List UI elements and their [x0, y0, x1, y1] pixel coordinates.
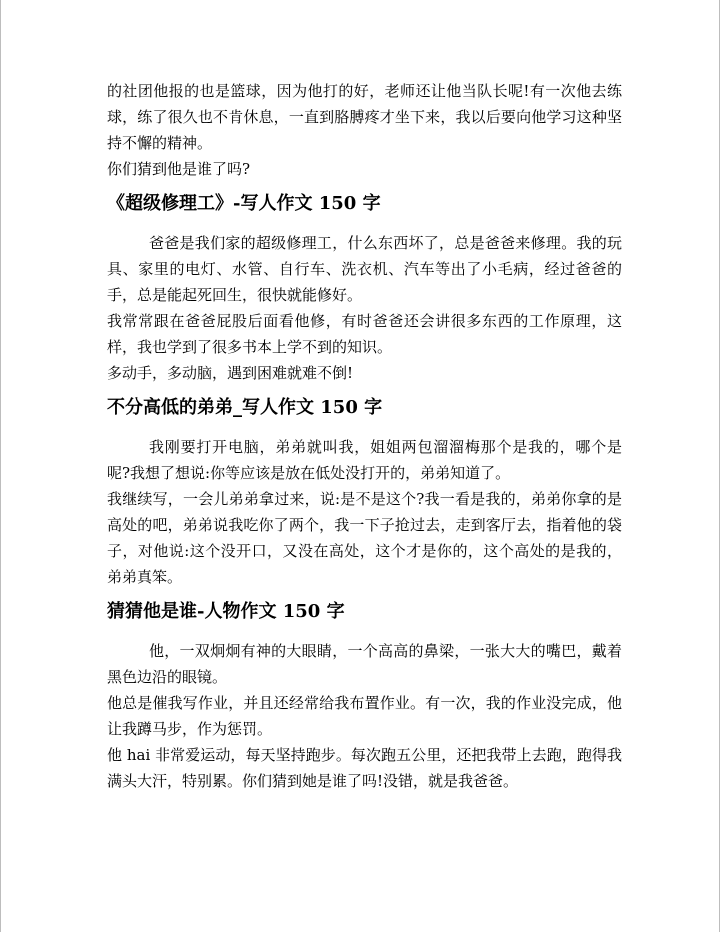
- section-3-paragraph-2: 他总是催我写作业，并且还经常给我布置作业。有一次，我的作业没完成，他让我蹲马步，作为惩罚。: [107, 694, 622, 738]
- section-1-paragraph-2: 我常常跟在爸爸屁股后面看他修，有时爸爸还会讲很多东西的工作原理，这样，我也学到了很多书本上学不到的知识。: [107, 312, 622, 356]
- section-1-paragraph-3: 多动手，多动脑，遇到困难就难不倒!: [107, 364, 354, 382]
- section-1-paragraph-1: 爸爸是我们家的超级修理工，什么东西坏了，总是爸爸来修理。我的玩具、家里的电灯、水管、自行车、洗衣机、汽车等出了小毛病，经过爸爸的手，总是能起死回生，很快就能修好。: [107, 234, 622, 304]
- section-2-paragraph-2: 我继续写，一会儿弟弟拿过来，说:是不是这个?我一看是我的，弟弟你拿的是高处的吧，弟弟说我吃你了两个，我一下子抢过去，走到客厅去，指着他的袋子，对他说:这个没开口，又没在高处，这个才是你的，这个高处的是我的，弟弟真笨。: [107, 490, 622, 586]
- intro-paragraph-1: 的社团他报的也是篮球，因为他打的好，老师还让他当队长呢!有一次他去练球，练了很久也不肯休息，一直到胳膊疼才坐下来，我以后要向他学习这种坚持不懈的精神。: [107, 82, 622, 152]
- section-2-title: 不分高低的弟弟_写人作文 150 字: [107, 397, 383, 418]
- section-3-title: 猜猜他是谁-人物作文 150 字: [107, 601, 345, 622]
- section-3-paragraph-3: 他 hai 非常爱运动，每天坚持跑步。每次跑五公里，还把我带上去跑，跑得我满头大汗，特别累。你们猜到她是谁了吗!没错，就是我爸爸。: [107, 746, 622, 790]
- page-border-left: [0, 0, 1, 932]
- section-2-paragraph-1: 我刚要打开电脑，弟弟就叫我，姐姐两包溜溜梅那个是我的，哪个是呢?我想了想说:你等应该是放在低处没打开的，弟弟知道了。: [107, 438, 622, 482]
- document-body: [107, 78, 622, 794]
- intro-paragraph-2: 你们猜到他是谁了吗?: [107, 160, 251, 178]
- section-1-title: 《超级修理工》-写人作文 150 字: [107, 193, 381, 214]
- section-3-paragraph-1: 他，一双炯炯有神的大眼睛，一个高高的鼻梁，一张大大的嘴巴，戴着黑色边沿的眼镜。: [107, 642, 622, 686]
